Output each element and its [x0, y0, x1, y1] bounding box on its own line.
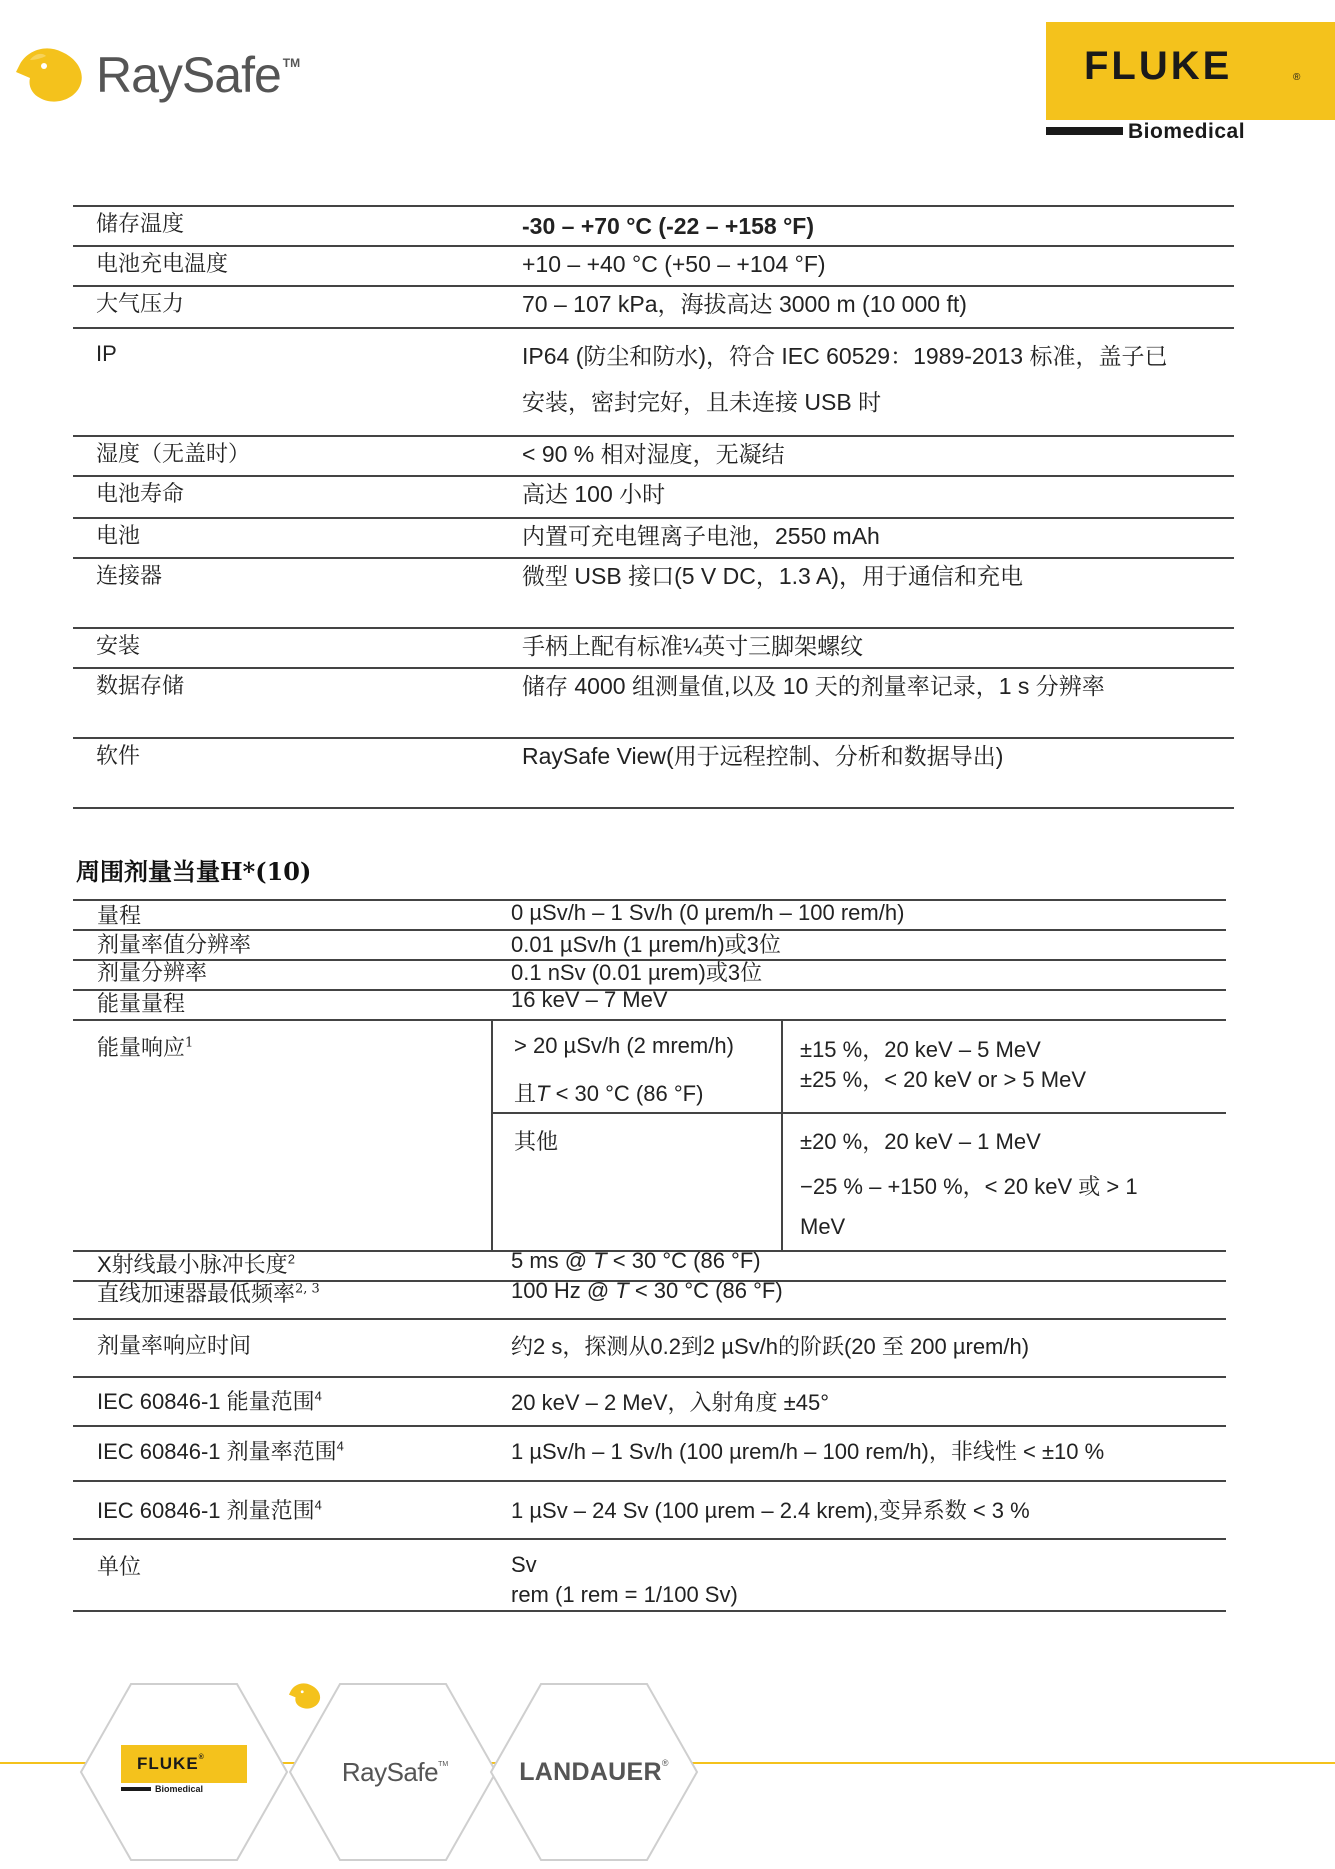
landauer-wordmark: LANDAUER	[519, 1757, 662, 1786]
spec-label	[97, 1435, 344, 1466]
footnote-marker: 4	[314, 1497, 322, 1513]
iec-energy-label-text: IEC 60846-1 能量范围	[97, 1389, 315, 1414]
spec-label: 软件	[96, 744, 141, 769]
fluke-wordmark: FLUKE	[1084, 44, 1233, 88]
iec-rate-label-text: IEC 60846-1 剂量率范围	[97, 1439, 337, 1464]
spec-row-battery	[73, 517, 1234, 557]
spec-value: 手柄上配有标准¼英寸三脚架螺纹	[522, 633, 864, 659]
footnote-marker: 4	[336, 1438, 344, 1454]
temperature-variable: T	[593, 1248, 607, 1273]
condition-prefix: 且	[514, 1082, 537, 1107]
spec-label: 单位	[97, 1555, 142, 1580]
spec-row-rate-resolution	[73, 929, 1226, 959]
raysafe-trademark: TM	[282, 56, 301, 70]
response-1-line1: ±15 %，20 keV – 5 MeV	[800, 1037, 1041, 1062]
spec-label: 电池	[96, 524, 141, 549]
spec-row-charge-temp	[73, 245, 1234, 285]
raysafe-logo	[14, 40, 314, 110]
spec-value: 微型 USB 接口(5 V DC，1.3 A)，用于通信和充电	[522, 563, 1023, 589]
spec-row-unit	[73, 1538, 1226, 1610]
raysafe-bird-icon	[288, 1682, 324, 1710]
fluke-underline-bar	[1046, 127, 1123, 135]
spec-row-connector	[73, 557, 1234, 627]
spec-label: 量程	[97, 904, 142, 929]
footer-raysafe-logo	[338, 1757, 448, 1788]
spec-label	[97, 1385, 322, 1416]
footer-raysafe-trademark: TM	[438, 1760, 449, 1768]
spec-row-storage-temp	[73, 205, 1234, 245]
spec-row-response-time	[73, 1318, 1226, 1376]
footer-landauer-hexagon	[489, 1682, 699, 1862]
spec-label: 湿度（无盖时）	[96, 442, 251, 467]
spec-label	[97, 1248, 295, 1279]
inner-row-divider	[491, 1112, 1226, 1114]
spec-label: 能量量程	[97, 992, 186, 1017]
spec-row-dose-resolution	[73, 959, 1226, 989]
spec-label: 安装	[96, 634, 141, 659]
response-2-line3: MeV	[800, 1214, 846, 1239]
footer-fluke-hexagon	[79, 1682, 289, 1862]
spec-value: 1 µSv/h – 1 Sv/h (100 µrem/h – 100 rem/h)，非线性 < ±10 %	[511, 1439, 1105, 1464]
spec-row-xray-pulse	[73, 1250, 1226, 1280]
spec-value: 16 keV – 7 MeV	[511, 987, 668, 1012]
spec-value: 1 µSv – 24 Sv (100 µrem – 2.4 krem),变异系数 < 3 %	[511, 1498, 1030, 1523]
spec-value: 高达 100 小时	[522, 481, 666, 507]
spec-label	[97, 1277, 320, 1308]
spec-value-line2: rem (1 rem = 1/100 Sv)	[511, 1582, 738, 1607]
spec-label	[97, 1031, 193, 1062]
footer-fluke-wordmark	[137, 1754, 205, 1774]
response-2-line1: ±20 %，20 keV – 1 MeV	[800, 1129, 1041, 1154]
footer-raysafe-hexagon	[288, 1682, 498, 1862]
footer-fluke-logo	[121, 1745, 247, 1799]
spec-value: 20 keV – 2 MeV，入射角度 ±45°	[511, 1390, 829, 1415]
spec-row-pressure	[73, 285, 1234, 327]
fluke-registered-mark: ®	[1293, 72, 1301, 83]
spec-value	[511, 1278, 1221, 1304]
spec-label	[97, 1494, 322, 1525]
spec-row-humidity	[73, 435, 1234, 475]
footer-fluke-biomedical: Biomedical	[155, 1784, 204, 1794]
footnote-marker: 2, 3	[295, 1281, 320, 1297]
spec-label: 大气压力	[96, 292, 185, 317]
spec-value-line2: 安装，密封完好，且未连接 USB 时	[522, 389, 882, 415]
spec-row-mounting	[73, 627, 1234, 667]
general-spec-table	[73, 205, 1234, 809]
response-1-line2: ±25 %，< 20 keV or > 5 MeV	[800, 1067, 1087, 1092]
condition-2: 其他	[514, 1130, 559, 1155]
spec-value: 0.01 µSv/h (1 µrem/h)或3位	[511, 932, 781, 957]
table-bottom-rule	[73, 1610, 1226, 1612]
spec-row-iec-rate	[73, 1425, 1226, 1480]
value-prefix: 100 Hz @	[511, 1278, 616, 1303]
spec-row-ip	[73, 327, 1234, 435]
fluke-biomedical-label: Biomedical	[1128, 120, 1246, 143]
footnote-marker: 1	[185, 1035, 194, 1051]
fluke-logo	[1046, 22, 1335, 120]
spec-row-iec-dose	[73, 1480, 1226, 1538]
spec-label: 剂量率响应时间	[97, 1334, 252, 1359]
spec-value-line1: Sv	[511, 1552, 537, 1577]
spec-value: 70 – 107 kPa，海拔高达 3000 m (10 000 ft)	[522, 291, 967, 317]
spec-label: 电池充电温度	[96, 252, 229, 277]
energy-response-label-text: 能量响应	[97, 1036, 186, 1061]
fluke-brand-text: FLUKE	[137, 1754, 199, 1773]
column-divider-left	[491, 1021, 493, 1250]
value-prefix: 5 ms @	[511, 1248, 594, 1273]
value-rest: < 30 °C (86 °F)	[606, 1248, 761, 1273]
spec-value: 0 µSv/h – 1 Sv/h (0 µrem/h – 100 rem/h)	[511, 900, 905, 925]
spec-row-iec-energy	[73, 1376, 1226, 1425]
temperature-variable: T	[615, 1278, 629, 1303]
spec-row-energy-range	[73, 989, 1226, 1019]
table-bottom-rule	[73, 807, 1234, 809]
spec-value: 内置可充电锂离子电池，2550 mAh	[522, 523, 880, 549]
spec-row-range	[73, 899, 1226, 929]
spec-value: -30 – +70 °C (-22 – +158 °F)	[522, 213, 814, 239]
spec-row-data-storage	[73, 667, 1234, 737]
fluke-underline-bar	[121, 1787, 151, 1791]
ambient-dose-table	[73, 899, 1226, 1612]
raysafe-wordmark: RaySafe	[96, 47, 281, 103]
column-divider-right	[781, 1021, 783, 1250]
spec-value: 0.1 nSv (0.01 µrem)或3位	[511, 960, 763, 985]
response-2-line2: −25 % – +150 %，< 20 keV 或 > 1	[800, 1174, 1138, 1199]
spec-label: 数据存储	[96, 674, 185, 699]
footer-landauer-logo	[519, 1758, 669, 1787]
iec-dose-label-text: IEC 60846-1 剂量范围	[97, 1498, 315, 1523]
spec-value: < 90 % 相对湿度，无凝结	[522, 441, 785, 467]
spec-value: 约2 s，探测从0.2到2 µSv/h的阶跃(20 至 200 µrem/h)	[511, 1334, 1030, 1359]
spec-label: 储存温度	[96, 212, 185, 237]
spec-label: IP	[96, 341, 117, 366]
condition-1-line1: > 20 µSv/h (2 mrem/h)	[514, 1033, 734, 1058]
linac-label-text: 直线加速器最低频率	[97, 1282, 296, 1307]
ambient-dose-section-title: 周围剂量当量H*(10)	[76, 857, 312, 886]
footnote-marker: 2	[287, 1251, 295, 1267]
spec-row-linac-frequency	[73, 1280, 1226, 1318]
spec-label: 剂量分辨率	[97, 961, 208, 986]
temperature-variable: T	[536, 1081, 550, 1106]
footnote-marker: 4	[314, 1388, 322, 1404]
condition-rest: < 30 °C (86 °F)	[549, 1081, 704, 1106]
spec-value	[511, 1248, 1221, 1274]
xray-pulse-label-text: X射线最小脉冲长度	[97, 1252, 288, 1277]
spec-value: RaySafe View(用于远程控制、分析和数据导出)	[522, 743, 1004, 769]
raysafe-bird-icon	[14, 46, 90, 104]
fluke-registered-mark: ®	[198, 1754, 205, 1761]
footer-raysafe-wordmark: RaySafe	[341, 1756, 439, 1787]
spec-value: 储存 4000 组测量值,以及 10 天的剂量率记录，1 s 分辨率	[522, 673, 1105, 699]
spec-value: +10 – +40 °C (+50 – +104 °F)	[522, 251, 826, 277]
spec-row-software	[73, 737, 1234, 807]
spec-label: 剂量率值分辨率	[97, 933, 252, 958]
condition-1-line2	[514, 1077, 703, 1108]
spec-label: 电池寿命	[96, 482, 185, 507]
landauer-registered-mark: ®	[661, 1757, 669, 1768]
spec-value-line1: IP64 (防尘和防水)，符合 IEC 60529：1989-2013 标准，盖子已	[522, 343, 1168, 369]
spec-row-battery-life	[73, 475, 1234, 517]
spec-row-energy-response	[73, 1019, 1226, 1250]
spec-label: 连接器	[96, 564, 163, 589]
value-rest: < 30 °C (86 °F)	[628, 1278, 783, 1303]
